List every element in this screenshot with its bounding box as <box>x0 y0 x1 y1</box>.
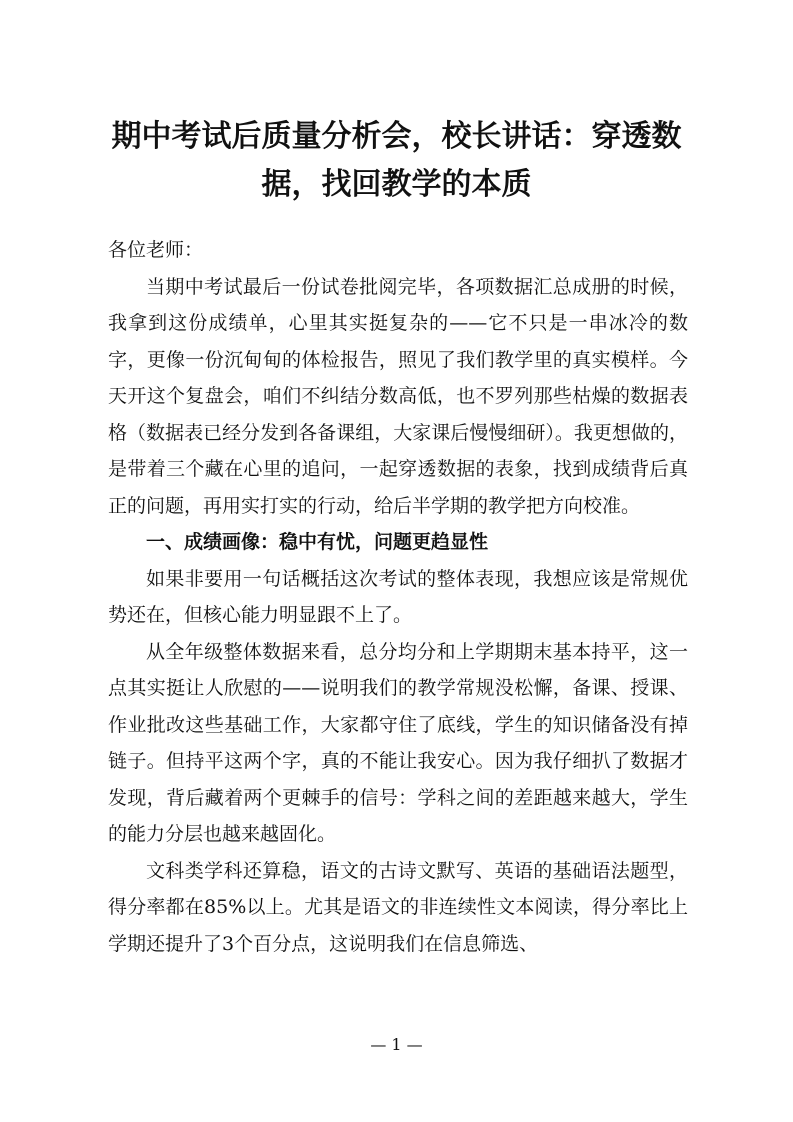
section-heading-1: 一、成绩画像：稳中有忧，问题更趋显性 <box>146 531 489 553</box>
section1-paragraph-3: 文科类学科还算稳，语文的古诗文默写、英语的基础语法题型，得分率都在85%以上。尤其是语文的非连续性文本阅读，得分率比上学期还提升了3个百分点，这说明我们在信息筛选、 <box>108 859 688 955</box>
document-body <box>108 232 688 962</box>
document-title: 期中考试后质量分析会，校长讲话：穿透数据，找回教学的本质 <box>111 119 682 202</box>
salutation: 各位老师： <box>108 239 204 261</box>
intro-paragraph: 当期中考试最后一份试卷批阅完毕，各项数据汇总成册的时候，我拿到这份成绩单，心里其实挺复杂的——它不只是一串冰冷的数字，更像一份沉甸甸的体检报告，照见了我们教学里的真实模样。今天开这个复盘会，咱们不纠结分数高低，也不罗列那些枯燥的数据表格（数据表已经分发到各备课组，大家课后慢慢细研）。我更想做的，是带着三个藏在心里的追问，一起穿透数据的表象，找到成绩背后真正的问题，再用实打实的行动，给后半学期的教学把方向校准。 <box>108 275 688 517</box>
page-number: — 1 — <box>370 1035 423 1054</box>
section1-paragraph-2: 从全年级整体数据来看，总分均分和上学期期末基本持平，这一点其实挺让人欣慰的——说明我们的教学常规没松懈，备课、授课、作业批改这些基础工作，大家都守住了底线，学生的知识储备没有掉链子。但持平这两个字，真的不能让我安心。因为我仔细扒了数据才发现，背后藏着两个更棘手的信号：学科之间的差距越来越大，学生的能力分层也越来越固化。 <box>108 640 688 845</box>
section1-paragraph-1: 如果非要用一句话概括这次考试的整体表现，我想应该是常规优势还在，但核心能力明显跟不上了。 <box>108 567 688 626</box>
